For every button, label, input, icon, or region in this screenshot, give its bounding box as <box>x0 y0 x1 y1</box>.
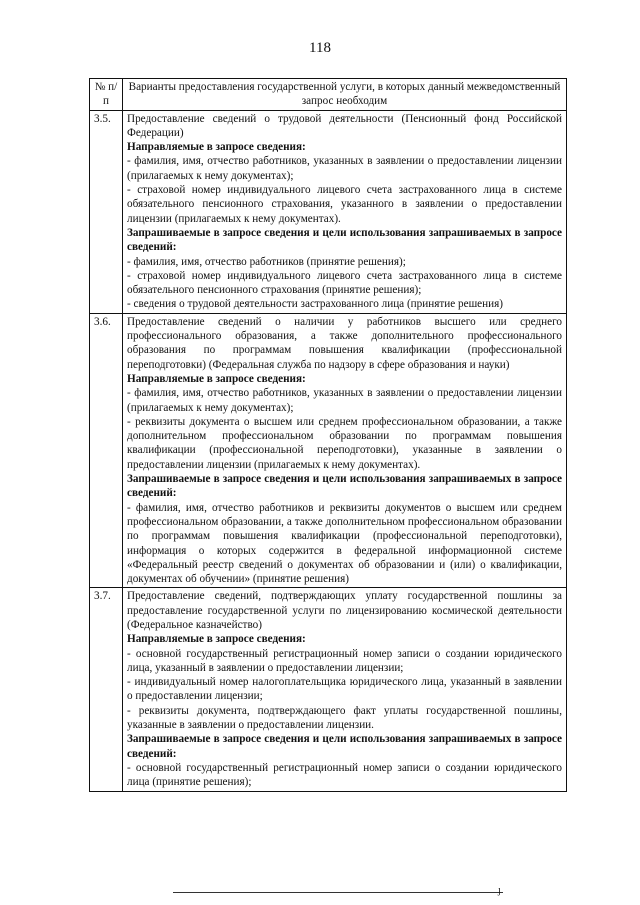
paragraph: Предоставление сведений о трудовой деятельности (Пенсионный фонд Российской Федерации) <box>127 112 562 139</box>
paragraph: - основной государственный регистрационный номер записи о создании юридического лица (принятие решения); <box>127 761 562 789</box>
row-number-cell: 3.6. <box>90 313 123 588</box>
table-row <box>90 588 567 791</box>
table-body <box>90 110 567 791</box>
paragraph: - фамилия, имя, отчество работников (принятие решения); <box>127 255 406 268</box>
services-table <box>89 78 567 792</box>
table-header-row <box>90 79 567 111</box>
table-row <box>90 313 567 588</box>
paragraph: - фамилия, имя, отчество работников, указанных в заявлении о предоставлении лицензии (прилагаемых к нему документах); <box>127 387 562 414</box>
paragraph: - сведения о трудовой деятельности застрахованного лица (принятие решения) <box>127 298 503 311</box>
page-number: 118 <box>309 40 331 56</box>
row-description-cell <box>123 110 567 313</box>
row-number-cell: 3.5. <box>90 110 123 313</box>
section-heading: Направляемые в запросе сведения: <box>127 141 306 154</box>
section-heading: Запрашиваемые в запросе сведения и цели использования запрашиваемых в запросе сведений: <box>127 473 562 500</box>
paragraph: - индивидуальный номер налогоплательщика юридического лица, указанный в заявлении о предоставлении лицензии; <box>127 676 562 703</box>
paragraph: - фамилия, имя, отчество работников и реквизиты документов о высшем или среднем профессиональном образовании, а также дополнительном профессиональном образовании по программам повышения квалификации (профессиональной переподготовки), информация о которых содержится в федеральной информационной системе «Федеральный реестр сведений о документах об образовании и (или) о квалификации, документах об обучении» (принятие решения) <box>127 501 562 586</box>
footer-mark-icon: ȷ <box>498 885 501 896</box>
table-row <box>90 110 567 313</box>
row-number-cell: 3.7. <box>90 588 123 791</box>
footer-rule <box>173 892 503 893</box>
section-heading: Направляемые в запросе сведения: <box>127 633 306 646</box>
paragraph: - реквизиты документа, подтверждающего факт уплаты государственной пошлины, указанные в заявлении о предоставлении лицензии. <box>127 704 562 732</box>
header-number-cell: № п/п <box>90 79 123 111</box>
section-heading: Запрашиваемые в запросе сведения и цели использования запрашиваемых в запросе сведений: <box>127 733 562 760</box>
section-heading: Направляемые в запросе сведения: <box>127 372 306 385</box>
paragraph: - фамилия, имя, отчество работников, указанных в заявлении о предоставлении лицензии (прилагаемых к нему документах); <box>127 155 562 182</box>
paragraph: Предоставление сведений, подтверждающих уплату государственной пошлины за предоставление государственной услуги по лицензированию космической деятельности (Федеральное казначейство) <box>127 590 562 631</box>
row-description-cell <box>123 313 567 588</box>
paragraph: - основной государственный регистрационный номер записи о создании юридического лица, указанный в заявлении о предоставлении лицензии; <box>127 647 562 674</box>
section-heading: Запрашиваемые в запросе сведения и цели использования запрашиваемых в запросе сведений: <box>127 226 562 254</box>
paragraph: - страховой номер индивидуального лицевого счета застрахованного лица в системе обязательного пенсионного страхования (принятие решения); <box>127 269 562 297</box>
row-description-cell <box>123 588 567 791</box>
paragraph: Предоставление сведений о наличии у работников высшего или среднего профессионального образования, а также дополнительного профессионального образования по программам повышения квалификации (профессиональной переподготовки) (Федеральная служба по надзору в сфере образования и науки) <box>127 315 562 371</box>
header-description-cell: Варианты предоставления государственной услуги, в которых данный межведомственный запрос необходим <box>123 79 567 111</box>
paragraph: - страховой номер индивидуального лицевого счета застрахованного лица в системе обязательного пенсионного страхования, указанного в заявлении о предоставлении лицензии (прилагаемых к нему документах). <box>127 184 562 225</box>
paragraph: - реквизиты документа о высшем или среднем профессиональном образовании, а также дополнительном профессиональном образовании по программам повышения квалификации (профессиональной переподготовки), указанные в заявлении о предоставлении лицензии (прилагаемых к нему документах). <box>127 415 562 471</box>
